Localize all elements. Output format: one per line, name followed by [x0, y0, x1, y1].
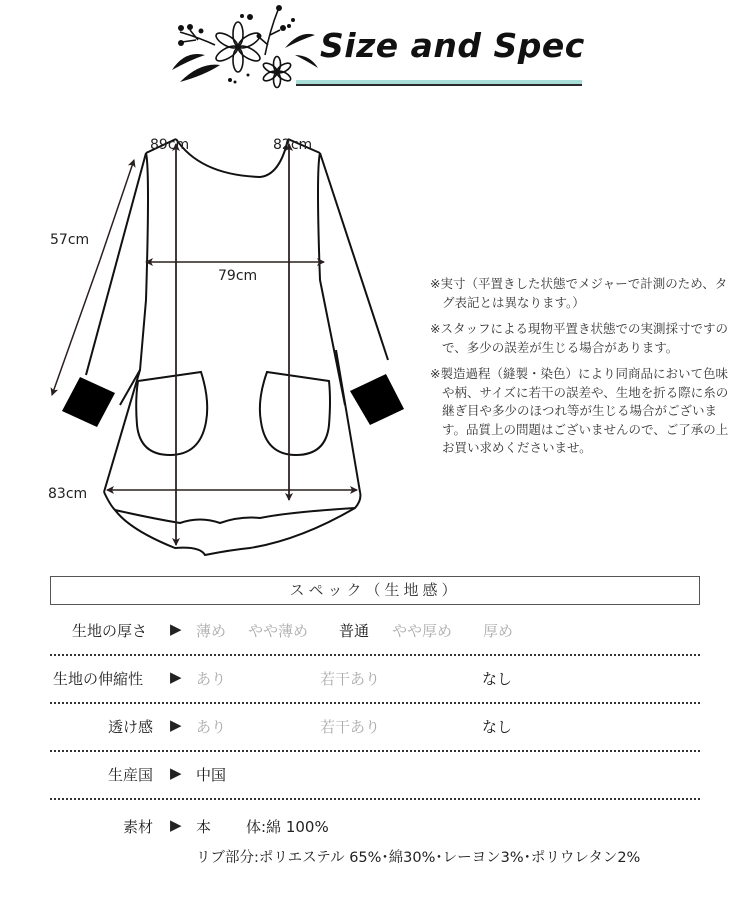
dotted-divider [50, 798, 700, 800]
section-header [160, 0, 590, 95]
garment-diagram [0, 100, 420, 570]
measurement-notes [430, 275, 730, 466]
spec-option-selected: なし [482, 718, 513, 736]
total-length-right-label: 82cm [273, 137, 313, 153]
note-item: ※実寸（平置きした状態でメジャーで計測のため、タグ表記とは異なります。） [430, 276, 728, 310]
arrow-right-icon: ▶ [170, 668, 182, 686]
spec-row-material [0, 812, 750, 872]
spec-option: 厚め [483, 622, 514, 640]
spec-label: 素材 [123, 818, 154, 836]
spec-label: 生産国 [108, 766, 154, 784]
spec-row-origin [50, 752, 700, 800]
spec-option: 若干あり [320, 670, 381, 688]
arrow-right-icon: ▶ [170, 816, 182, 834]
hem-width-label: 83cm [48, 486, 88, 502]
spec-label: 生地の伸縮性 [53, 670, 144, 688]
spec-option: あり [196, 718, 227, 736]
arrow-right-icon: ▶ [170, 620, 182, 638]
note-item: ※スタッフによる現物平置き状態での実測採寸ですので、多少の誤差が生じる場合があります。 [430, 321, 728, 355]
page-title: Size and Spec [320, 26, 585, 65]
spec-option: やや薄め [248, 622, 309, 640]
arrow-right-icon: ▶ [170, 764, 182, 782]
spec-option: あり [196, 670, 227, 688]
chest-width-label: 79cm [218, 268, 258, 284]
arrow-right-icon: ▶ [170, 716, 182, 734]
spec-row-sheerness [50, 704, 700, 752]
spec-label: 透け感 [108, 718, 154, 736]
spec-option-selected: なし [482, 670, 513, 688]
material-rib: リブ部分:ポリエステル 65%･綿30%･レーヨン3%･ポリウレタン2% [196, 850, 641, 866]
sleeve-length-label: 57cm [50, 232, 90, 248]
spec-option: やや厚め [392, 622, 453, 640]
spec-label: 生地の厚さ [72, 622, 148, 640]
spec-option-selected: 普通 [339, 622, 370, 640]
spec-value: 中国 [196, 766, 227, 784]
material-body: 体:綿 100% [246, 818, 329, 836]
spec-row-thickness [50, 608, 700, 656]
note-item: ※製造過程（縫製・染色）により同商品において色味や柄、サイズに若干の誤差や、生地を折る際に糸の継ぎ目や多少のほつれ等が生じる場合がございます。品質上の問題はございませんので、ご了承の上お買い求めくださいませ。 [430, 366, 729, 455]
total-length-left-label: 89cm [150, 137, 190, 153]
material-body-prefix: 本 [196, 818, 212, 836]
spec-title-box: スペック（生地感） [50, 576, 700, 605]
spec-row-stretch [50, 656, 700, 704]
spec-option: 若干あり [320, 718, 381, 736]
title-underline [296, 80, 582, 86]
spec-option: 薄め [196, 622, 227, 640]
